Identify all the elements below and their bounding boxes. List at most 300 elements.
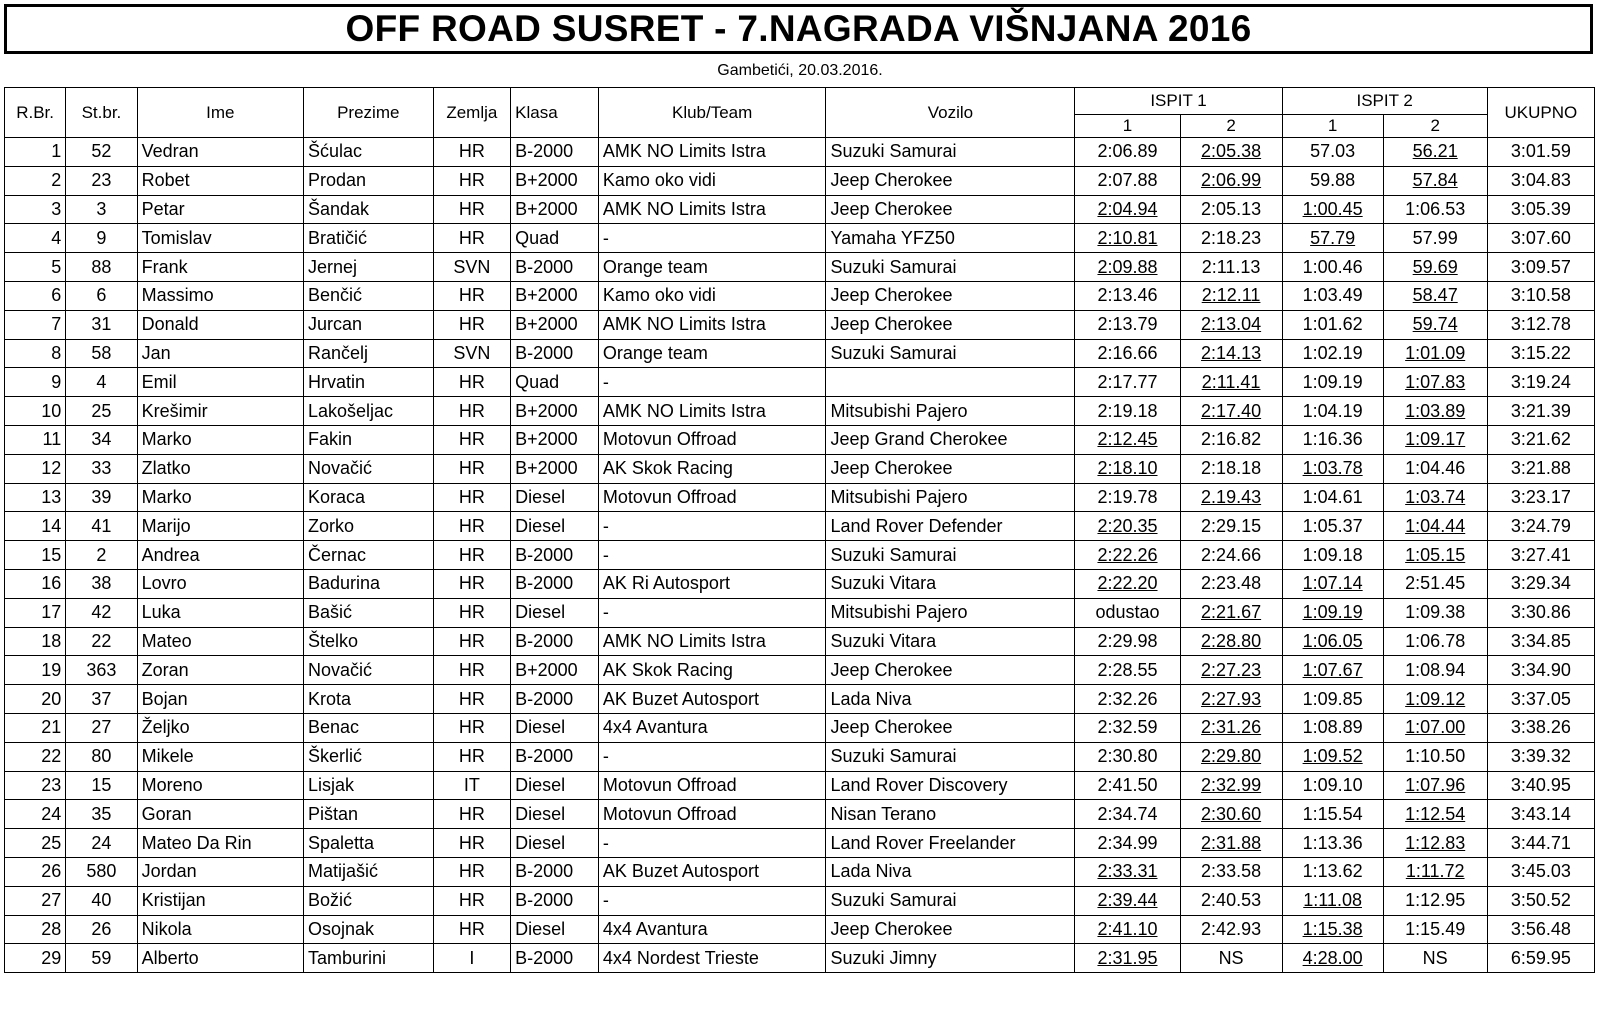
ispit-1-run-1-cell: odustao	[1075, 598, 1180, 627]
vehicle-cell: Suzuki Vitara	[826, 569, 1075, 598]
table-row	[5, 310, 1595, 339]
club-cell: -	[598, 829, 826, 858]
ispit-1-run-2-cell: 2:05.13	[1180, 195, 1282, 224]
ispit-2-run-2-cell: 1:11.72	[1383, 857, 1487, 886]
start-number-cell: 6	[66, 281, 137, 310]
vehicle-cell: Suzuki Samurai	[826, 541, 1075, 570]
total-time-cell: 3:27.41	[1487, 541, 1594, 570]
table-row	[5, 368, 1595, 397]
rank-cell: 10	[5, 397, 66, 426]
rank-cell: 24	[5, 800, 66, 829]
table-row	[5, 857, 1595, 886]
ispit-1-run-2-cell: 2:05.38	[1180, 138, 1282, 167]
header-ispit-1: ISPIT 1	[1075, 88, 1282, 115]
country-cell: HR	[433, 915, 511, 944]
club-cell: Orange team	[598, 253, 826, 282]
rank-cell: 11	[5, 425, 66, 454]
class-cell: B-2000	[511, 857, 599, 886]
country-cell: HR	[433, 281, 511, 310]
last-name-cell: Krota	[303, 685, 433, 714]
start-number-cell: 25	[66, 397, 137, 426]
vehicle-cell	[826, 368, 1075, 397]
table-row	[5, 886, 1595, 915]
first-name-cell: Andrea	[137, 541, 303, 570]
vehicle-cell: Lada Niva	[826, 685, 1075, 714]
club-cell: Motovun Offroad	[598, 800, 826, 829]
start-number-cell: 41	[66, 512, 137, 541]
ispit-2-run-1-cell: 1:15.54	[1282, 800, 1383, 829]
ispit-2-run-2-cell: 1:06.78	[1383, 627, 1487, 656]
table-row	[5, 253, 1595, 282]
total-time-cell: 3:45.03	[1487, 857, 1594, 886]
ispit-1-run-1-cell: 2:31.95	[1075, 944, 1180, 973]
last-name-cell: Lakošeljac	[303, 397, 433, 426]
class-cell: B-2000	[511, 627, 599, 656]
ispit-2-run-1-cell: 1:02.19	[1282, 339, 1383, 368]
rank-cell: 7	[5, 310, 66, 339]
ispit-1-run-2-cell: 2:31.26	[1180, 713, 1282, 742]
country-cell: HR	[433, 800, 511, 829]
table-row	[5, 512, 1595, 541]
country-cell: HR	[433, 886, 511, 915]
country-cell: HR	[433, 483, 511, 512]
last-name-cell: Osojnak	[303, 915, 433, 944]
country-cell: HR	[433, 368, 511, 397]
class-cell: B-2000	[511, 541, 599, 570]
ispit-1-run-2-cell: 2:33.58	[1180, 857, 1282, 886]
table-row	[5, 195, 1595, 224]
class-cell: B-2000	[511, 253, 599, 282]
vehicle-cell: Jeep Cherokee	[826, 195, 1075, 224]
start-number-cell: 40	[66, 886, 137, 915]
club-cell: Kamo oko vidi	[598, 166, 826, 195]
rank-cell: 13	[5, 483, 66, 512]
vehicle-cell: Jeep Cherokee	[826, 915, 1075, 944]
class-cell: Diesel	[511, 512, 599, 541]
vehicle-cell: Yamaha YFZ50	[826, 224, 1075, 253]
rank-cell: 20	[5, 685, 66, 714]
ispit-2-run-1-cell: 1:07.67	[1282, 656, 1383, 685]
last-name-cell: Jernej	[303, 253, 433, 282]
club-cell: AK Skok Racing	[598, 656, 826, 685]
ispit-2-run-2-cell: 1:09.12	[1383, 685, 1487, 714]
header-first-name: Ime	[137, 88, 303, 138]
start-number-cell: 26	[66, 915, 137, 944]
rank-cell: 14	[5, 512, 66, 541]
ispit-2-run-1-cell: 1:09.10	[1282, 771, 1383, 800]
class-cell: B-2000	[511, 944, 599, 973]
start-number-cell: 59	[66, 944, 137, 973]
start-number-cell: 42	[66, 598, 137, 627]
ispit-2-run-2-cell: 59.74	[1383, 310, 1487, 339]
ispit-1-run-2-cell: 2:31.88	[1180, 829, 1282, 858]
first-name-cell: Mikele	[137, 742, 303, 771]
ispit-1-run-2-cell: 2.19.43	[1180, 483, 1282, 512]
rank-cell: 3	[5, 195, 66, 224]
table-row	[5, 656, 1595, 685]
ispit-1-run-2-cell: 2:24.66	[1180, 541, 1282, 570]
vehicle-cell: Land Rover Freelander	[826, 829, 1075, 858]
ispit-2-run-1-cell: 1:15.38	[1282, 915, 1383, 944]
first-name-cell: Zoran	[137, 656, 303, 685]
total-time-cell: 3:30.86	[1487, 598, 1594, 627]
country-cell: HR	[433, 829, 511, 858]
ispit-2-run-2-cell: 1:10.50	[1383, 742, 1487, 771]
first-name-cell: Nikola	[137, 915, 303, 944]
last-name-cell: Benac	[303, 713, 433, 742]
ispit-1-run-1-cell: 2:06.89	[1075, 138, 1180, 167]
ispit-1-run-2-cell: 2:30.60	[1180, 800, 1282, 829]
ispit-2-run-1-cell: 1:03.49	[1282, 281, 1383, 310]
header-ispit-1-run-1: 1	[1075, 115, 1180, 138]
table-row	[5, 569, 1595, 598]
total-time-cell: 3:21.62	[1487, 425, 1594, 454]
country-cell: HR	[433, 685, 511, 714]
total-time-cell: 3:09.57	[1487, 253, 1594, 282]
country-cell: HR	[433, 224, 511, 253]
ispit-2-run-1-cell: 1:01.62	[1282, 310, 1383, 339]
club-cell: Motovun Offroad	[598, 425, 826, 454]
ispit-2-run-2-cell: 1:01.09	[1383, 339, 1487, 368]
ispit-1-run-1-cell: 2:04.94	[1075, 195, 1180, 224]
ispit-2-run-1-cell: 1:09.52	[1282, 742, 1383, 771]
total-time-cell: 3:34.90	[1487, 656, 1594, 685]
results-table	[4, 87, 1595, 973]
last-name-cell: Černac	[303, 541, 433, 570]
first-name-cell: Mateo	[137, 627, 303, 656]
class-cell: Diesel	[511, 598, 599, 627]
ispit-1-run-2-cell: 2:42.93	[1180, 915, 1282, 944]
total-time-cell: 3:38.26	[1487, 713, 1594, 742]
last-name-cell: Fakin	[303, 425, 433, 454]
rank-cell: 4	[5, 224, 66, 253]
class-cell: B-2000	[511, 685, 599, 714]
ispit-2-run-2-cell: 56.21	[1383, 138, 1487, 167]
club-cell: AK Buzet Autosport	[598, 685, 826, 714]
ispit-1-run-1-cell: 2:19.78	[1075, 483, 1180, 512]
rank-cell: 8	[5, 339, 66, 368]
club-cell: AK Ri Autosport	[598, 569, 826, 598]
table-row	[5, 627, 1595, 656]
start-number-cell: 33	[66, 454, 137, 483]
club-cell: AK Buzet Autosport	[598, 857, 826, 886]
vehicle-cell: Nisan Terano	[826, 800, 1075, 829]
last-name-cell: Bratičić	[303, 224, 433, 253]
country-cell: SVN	[433, 339, 511, 368]
last-name-cell: Benčić	[303, 281, 433, 310]
class-cell: B+2000	[511, 195, 599, 224]
last-name-cell: Jurcan	[303, 310, 433, 339]
start-number-cell: 23	[66, 166, 137, 195]
header-club: Klub/Team	[598, 88, 826, 138]
ispit-1-run-1-cell: 2:09.88	[1075, 253, 1180, 282]
country-cell: HR	[433, 569, 511, 598]
ispit-2-run-2-cell: 58.47	[1383, 281, 1487, 310]
class-cell: Diesel	[511, 915, 599, 944]
start-number-cell: 4	[66, 368, 137, 397]
country-cell: IT	[433, 771, 511, 800]
total-time-cell: 3:43.14	[1487, 800, 1594, 829]
country-cell: HR	[433, 627, 511, 656]
start-number-cell: 88	[66, 253, 137, 282]
header-vehicle: Vozilo	[826, 88, 1075, 138]
club-cell: Motovun Offroad	[598, 771, 826, 800]
ispit-1-run-2-cell: 2:06.99	[1180, 166, 1282, 195]
club-cell: AMK NO Limits Istra	[598, 310, 826, 339]
ispit-2-run-1-cell: 1:09.85	[1282, 685, 1383, 714]
last-name-cell: Koraca	[303, 483, 433, 512]
vehicle-cell: Lada Niva	[826, 857, 1075, 886]
ispit-1-run-1-cell: 2:32.26	[1075, 685, 1180, 714]
club-cell: Motovun Offroad	[598, 483, 826, 512]
last-name-cell: Pištan	[303, 800, 433, 829]
table-row	[5, 397, 1595, 426]
total-time-cell: 3:10.58	[1487, 281, 1594, 310]
ispit-2-run-2-cell: 1:12.83	[1383, 829, 1487, 858]
ispit-2-run-2-cell: 57.84	[1383, 166, 1487, 195]
ispit-2-run-1-cell: 1:05.37	[1282, 512, 1383, 541]
country-cell: HR	[433, 138, 511, 167]
first-name-cell: Bojan	[137, 685, 303, 714]
table-header	[5, 88, 1595, 138]
header-ispit-2: ISPIT 2	[1282, 88, 1487, 115]
table-row	[5, 454, 1595, 483]
table-row	[5, 166, 1595, 195]
total-time-cell: 3:05.39	[1487, 195, 1594, 224]
start-number-cell: 34	[66, 425, 137, 454]
total-time-cell: 3:39.32	[1487, 742, 1594, 771]
ispit-1-run-1-cell: 2:41.10	[1075, 915, 1180, 944]
club-cell: -	[598, 742, 826, 771]
total-time-cell: 3:19.24	[1487, 368, 1594, 397]
vehicle-cell: Jeep Cherokee	[826, 656, 1075, 685]
ispit-2-run-1-cell: 1:09.19	[1282, 598, 1383, 627]
header-ispit-2-run-1: 1	[1282, 115, 1383, 138]
vehicle-cell: Jeep Cherokee	[826, 166, 1075, 195]
total-time-cell: 3:50.52	[1487, 886, 1594, 915]
last-name-cell: Spaletta	[303, 829, 433, 858]
first-name-cell: Željko	[137, 713, 303, 742]
country-cell: HR	[433, 310, 511, 339]
ispit-1-run-2-cell: 2:40.53	[1180, 886, 1282, 915]
ispit-1-run-1-cell: 2:13.79	[1075, 310, 1180, 339]
club-cell: -	[598, 886, 826, 915]
class-cell: B+2000	[511, 397, 599, 426]
ispit-1-run-2-cell: 2:32.99	[1180, 771, 1282, 800]
ispit-1-run-2-cell: 2:16.82	[1180, 425, 1282, 454]
ispit-2-run-1-cell: 1:06.05	[1282, 627, 1383, 656]
table-row	[5, 685, 1595, 714]
ispit-1-run-1-cell: 2:29.98	[1075, 627, 1180, 656]
table-row	[5, 339, 1595, 368]
ispit-2-run-1-cell: 1:08.89	[1282, 713, 1383, 742]
club-cell: 4x4 Avantura	[598, 915, 826, 944]
first-name-cell: Moreno	[137, 771, 303, 800]
first-name-cell: Frank	[137, 253, 303, 282]
ispit-2-run-2-cell: 1:12.95	[1383, 886, 1487, 915]
start-number-cell: 15	[66, 771, 137, 800]
ispit-1-run-1-cell: 2:19.18	[1075, 397, 1180, 426]
ispit-1-run-1-cell: 2:16.66	[1075, 339, 1180, 368]
header-country: Zemlja	[433, 88, 511, 138]
club-cell: -	[598, 224, 826, 253]
ispit-1-run-1-cell: 2:12.45	[1075, 425, 1180, 454]
ispit-1-run-2-cell: 2:11.13	[1180, 253, 1282, 282]
ispit-1-run-1-cell: 2:13.46	[1075, 281, 1180, 310]
class-cell: B-2000	[511, 569, 599, 598]
club-cell: -	[598, 512, 826, 541]
ispit-2-run-2-cell: 1:05.15	[1383, 541, 1487, 570]
start-number-cell: 24	[66, 829, 137, 858]
start-number-cell: 38	[66, 569, 137, 598]
total-time-cell: 3:44.71	[1487, 829, 1594, 858]
first-name-cell: Goran	[137, 800, 303, 829]
vehicle-cell: Land Rover Defender	[826, 512, 1075, 541]
country-cell: HR	[433, 166, 511, 195]
vehicle-cell: Jeep Cherokee	[826, 454, 1075, 483]
ispit-2-run-2-cell: 1:09.38	[1383, 598, 1487, 627]
first-name-cell: Massimo	[137, 281, 303, 310]
club-cell: -	[598, 368, 826, 397]
first-name-cell: Krešimir	[137, 397, 303, 426]
rank-cell: 15	[5, 541, 66, 570]
table-row	[5, 483, 1595, 512]
first-name-cell: Emil	[137, 368, 303, 397]
table-row	[5, 224, 1595, 253]
total-time-cell: 3:04.83	[1487, 166, 1594, 195]
ispit-2-run-2-cell: 1:04.44	[1383, 512, 1487, 541]
table-row	[5, 915, 1595, 944]
last-name-cell: Štelko	[303, 627, 433, 656]
class-cell: B+2000	[511, 166, 599, 195]
last-name-cell: Novačić	[303, 656, 433, 685]
class-cell: B-2000	[511, 339, 599, 368]
ispit-2-run-1-cell: 1:00.46	[1282, 253, 1383, 282]
header-rbr: R.Br.	[5, 88, 66, 138]
vehicle-cell: Suzuki Vitara	[826, 627, 1075, 656]
ispit-1-run-1-cell: 2:20.35	[1075, 512, 1180, 541]
rank-cell: 18	[5, 627, 66, 656]
club-cell: Orange team	[598, 339, 826, 368]
table-row	[5, 541, 1595, 570]
country-cell: HR	[433, 195, 511, 224]
ispit-2-run-1-cell: 57.03	[1282, 138, 1383, 167]
ispit-2-run-1-cell: 1:11.08	[1282, 886, 1383, 915]
page-title: OFF ROAD SUSRET - 7.NAGRADA VIŠNJANA 2016	[345, 8, 1252, 49]
total-time-cell: 3:56.48	[1487, 915, 1594, 944]
first-name-cell: Marko	[137, 425, 303, 454]
class-cell: B+2000	[511, 310, 599, 339]
vehicle-cell: Mitsubishi Pajero	[826, 397, 1075, 426]
last-name-cell: Šandak	[303, 195, 433, 224]
country-cell: HR	[433, 397, 511, 426]
header-last-name: Prezime	[303, 88, 433, 138]
ispit-2-run-1-cell: 1:07.14	[1282, 569, 1383, 598]
class-cell: B+2000	[511, 425, 599, 454]
club-cell: AMK NO Limits Istra	[598, 138, 826, 167]
total-time-cell: 3:24.79	[1487, 512, 1594, 541]
ispit-1-run-2-cell: 2:29.80	[1180, 742, 1282, 771]
results-body	[5, 138, 1595, 973]
first-name-cell: Vedran	[137, 138, 303, 167]
ispit-2-run-1-cell: 1:00.45	[1282, 195, 1383, 224]
class-cell: Quad	[511, 224, 599, 253]
class-cell: B+2000	[511, 454, 599, 483]
class-cell: Diesel	[511, 829, 599, 858]
ispit-1-run-1-cell: 2:33.31	[1075, 857, 1180, 886]
total-time-cell: 3:29.34	[1487, 569, 1594, 598]
club-cell: -	[598, 541, 826, 570]
rank-cell: 2	[5, 166, 66, 195]
country-cell: HR	[433, 425, 511, 454]
ispit-2-run-1-cell: 1:03.78	[1282, 454, 1383, 483]
last-name-cell: Božić	[303, 886, 433, 915]
class-cell: B-2000	[511, 742, 599, 771]
table-row	[5, 598, 1595, 627]
total-time-cell: 3:34.85	[1487, 627, 1594, 656]
vehicle-cell: Land Rover Discovery	[826, 771, 1075, 800]
last-name-cell: Lisjak	[303, 771, 433, 800]
country-cell: I	[433, 944, 511, 973]
start-number-cell: 39	[66, 483, 137, 512]
ispit-2-run-1-cell: 1:09.18	[1282, 541, 1383, 570]
first-name-cell: Marijo	[137, 512, 303, 541]
class-cell: Diesel	[511, 800, 599, 829]
ispit-1-run-1-cell: 2:10.81	[1075, 224, 1180, 253]
start-number-cell: 31	[66, 310, 137, 339]
first-name-cell: Alberto	[137, 944, 303, 973]
ispit-1-run-1-cell: 2:30.80	[1075, 742, 1180, 771]
first-name-cell: Robet	[137, 166, 303, 195]
vehicle-cell: Jeep Cherokee	[826, 713, 1075, 742]
country-cell: HR	[433, 454, 511, 483]
title-box	[4, 4, 1593, 54]
ispit-1-run-1-cell: 2:34.74	[1075, 800, 1180, 829]
rank-cell: 26	[5, 857, 66, 886]
vehicle-cell: Jeep Cherokee	[826, 310, 1075, 339]
rank-cell: 6	[5, 281, 66, 310]
last-name-cell: Matijašić	[303, 857, 433, 886]
rank-cell: 17	[5, 598, 66, 627]
ispit-1-run-1-cell: 2:34.99	[1075, 829, 1180, 858]
first-name-cell: Zlatko	[137, 454, 303, 483]
event-date-location: Gambetići, 20.03.2016.	[717, 62, 883, 79]
ispit-2-run-2-cell: 1:08.94	[1383, 656, 1487, 685]
vehicle-cell: Suzuki Samurai	[826, 253, 1075, 282]
last-name-cell: Škerlić	[303, 742, 433, 771]
header-total: UKUPNO	[1487, 88, 1594, 138]
table-row	[5, 944, 1595, 973]
start-number-cell: 3	[66, 195, 137, 224]
ispit-1-run-2-cell: 2:21.67	[1180, 598, 1282, 627]
header-start-number: St.br.	[66, 88, 137, 138]
vehicle-cell: Mitsubishi Pajero	[826, 483, 1075, 512]
rank-cell: 28	[5, 915, 66, 944]
class-cell: Diesel	[511, 713, 599, 742]
ispit-1-run-2-cell: 2:28.80	[1180, 627, 1282, 656]
ispit-2-run-1-cell: 1:16.36	[1282, 425, 1383, 454]
ispit-2-run-2-cell: 1:07.96	[1383, 771, 1487, 800]
ispit-1-run-1-cell: 2:07.88	[1075, 166, 1180, 195]
total-time-cell: 3:40.95	[1487, 771, 1594, 800]
table-row	[5, 425, 1595, 454]
ispit-1-run-2-cell: 2:27.93	[1180, 685, 1282, 714]
total-time-cell: 3:21.39	[1487, 397, 1594, 426]
total-time-cell: 3:07.60	[1487, 224, 1594, 253]
rank-cell: 25	[5, 829, 66, 858]
club-cell: Kamo oko vidi	[598, 281, 826, 310]
last-name-cell: Bašić	[303, 598, 433, 627]
